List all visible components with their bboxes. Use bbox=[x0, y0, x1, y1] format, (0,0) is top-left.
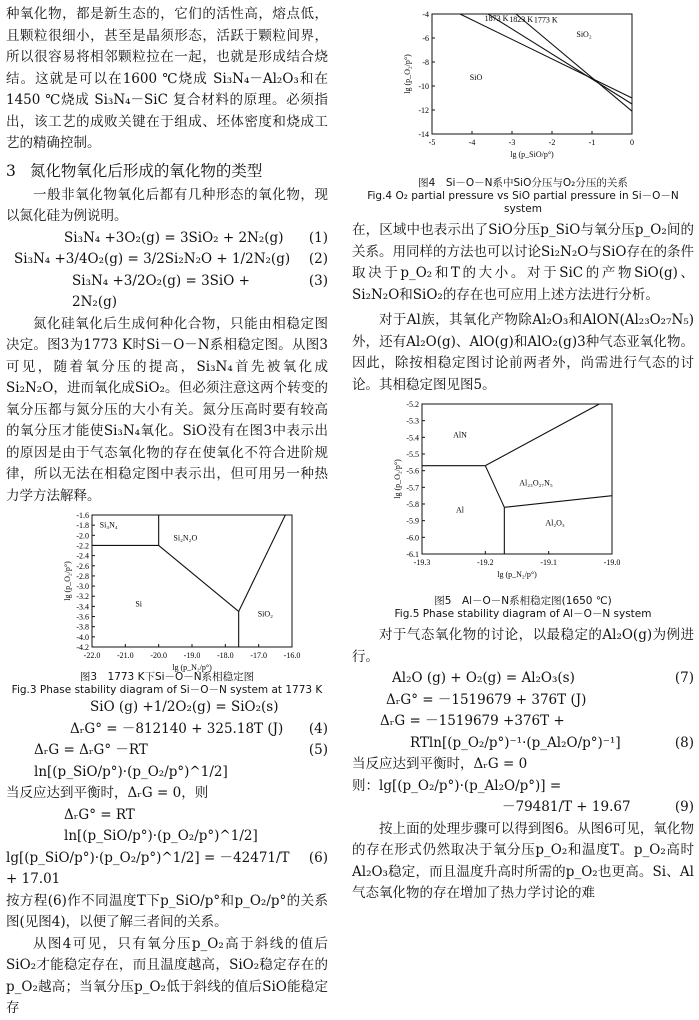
x-tick-label: -20.0 bbox=[150, 651, 168, 660]
section-heading bbox=[6, 159, 328, 183]
equation-7b: ΔᵣG° = －1519679 + 376T (J) bbox=[386, 691, 587, 708]
y-tick-label: -5.2 bbox=[406, 400, 419, 409]
equation-8a: ΔᵣG = －1519679 +376T + bbox=[380, 713, 565, 729]
paragraph-fig6-discussion: 按上面的处理步骤可以得到图6。从图6可见，氧化物的存在形式仍然取决于氧分压p_O₂和温度T。p_O₂高时Al₂O₃稳定，而且温度升高时所需的p_O₂也更高。Si、Al气态氧化物的存在增加了热力学讨论的难 bbox=[352, 820, 694, 901]
figure-4-caption-en: Fig.4 O₂ partial pressure vs SiO partial pressure in Si－O－N system bbox=[367, 190, 679, 215]
equation-1: Si₃N₄ +3O₂(g) = 3SiO₂ + 2N₂(g) (1) bbox=[64, 229, 328, 246]
equation-4b: ΔᵣG° = －812140 + 325.18T (J) (4) bbox=[70, 720, 328, 737]
y-tick-label: -2.4 bbox=[76, 551, 89, 561]
region-label: SiO₂ bbox=[576, 29, 592, 39]
figure-4-caption-cn: 图4 Si－O－N系中SiO分压与O₂分压的关系 bbox=[418, 177, 628, 189]
y-tick-label: -3.0 bbox=[76, 582, 89, 592]
region-label: Al bbox=[456, 505, 464, 515]
y-tick-label: -1.8 bbox=[76, 521, 89, 531]
x-tick-label: -5 bbox=[428, 138, 436, 147]
x-tick-label: -19.3 bbox=[413, 558, 431, 567]
paragraph-sio-continued: 在，区域中也表示出了SiO分压p_SiO与氧分压p_O₂间的关系。用同样的方法也可以讨论Si₂N₂O与SiO存在的条件取决于p_O₂和T的大小。对于SiC的产物SiO(g)、Si₂N₂O和SiO₂的存在也可应用上述方法进行分析。 bbox=[352, 222, 694, 303]
y-tick-label: -5.5 bbox=[406, 450, 419, 459]
paragraph-equilibrium-al: 当反应达到平衡时，ΔᵣG = 0 bbox=[352, 756, 528, 772]
x-tick-label: -3 bbox=[508, 138, 516, 147]
y-tick-label: -3.8 bbox=[76, 622, 89, 632]
paragraph-equilibrium: 当反应达到平衡时，ΔᵣG = 0，则 bbox=[6, 785, 209, 801]
y-axis-label: lg (p_O₂/p°) bbox=[393, 459, 402, 499]
y-tick-label: -6.0 bbox=[406, 533, 419, 543]
y-tick-label: -5.3 bbox=[406, 416, 419, 426]
plot-frame bbox=[422, 404, 612, 554]
paragraph-oxidation-intro: 一般非氧化物氧化后都有几种形态的氧化物，现以氮化硅为例说明。 bbox=[6, 186, 328, 224]
region-label: SiO bbox=[469, 73, 483, 82]
figure-5-caption-en: Fig.5 Phase stability diagram of Al－O－N system bbox=[394, 608, 652, 620]
y-axis-label: lg (p_O₂/p°) bbox=[63, 561, 72, 601]
paragraph-eq6-plot: 按方程(6)作不同温度T下p_SiO/p°和p_O₂/p°的关系图(见图4)，以便了解三者间的关系。 bbox=[6, 892, 328, 930]
equation-9a: 则：lg[(p_O₂/p°)·(p_Al₂O/p°)] = bbox=[352, 777, 562, 794]
phase-boundary bbox=[485, 404, 599, 466]
y-tick-label: -10 bbox=[418, 82, 429, 91]
x-tick-label: -16.0 bbox=[283, 651, 301, 660]
x-tick-label: -19.2 bbox=[476, 558, 494, 567]
x-tick-label: -4 bbox=[468, 138, 476, 147]
y-tick-label: -5.7 bbox=[406, 483, 419, 493]
y-tick-label: -3.6 bbox=[76, 612, 89, 622]
left-column bbox=[6, 4, 328, 1020]
y-tick-label: -1.6 bbox=[76, 511, 89, 520]
paragraph-al-family: 对于Al族，其氧化产物除Al₂O₃和AlON(Al₂₃O₂₇N₅)外，还有Al₂O(g)、AlO(g)和AlO₂(g)3种气态亚氧化物。因此，除按相稳定图讨论前两者外，尚需进行气态的讨论。其相稳定图见图5。 bbox=[352, 312, 694, 393]
x-axis-label: lg (p_SiO/p°) bbox=[510, 150, 554, 159]
x-tick-label: -1 bbox=[588, 138, 596, 147]
series-line bbox=[516, 14, 632, 111]
phase-boundary bbox=[485, 466, 504, 508]
equation-6: lg[(p_SiO/p°)·(p_O₂/p°)^1/2] = －42471/T + 17.01 (6) bbox=[6, 849, 328, 887]
x-tick-label: -22.0 bbox=[83, 651, 101, 660]
y-tick-label: -2.8 bbox=[76, 571, 89, 581]
equation-9b: －79481/T + 19.67 (9) bbox=[502, 799, 694, 815]
y-tick-label: -3.4 bbox=[76, 602, 89, 612]
figure-3-caption-cn: 图3 1773 K下Si－O－N系相稳定图 bbox=[79, 671, 255, 683]
x-tick-label: -18.0 bbox=[216, 651, 234, 660]
y-tick-label: -5.4 bbox=[406, 433, 419, 443]
figure-3-caption-en: Fig.3 Phase stability diagram of Si－O－N system at 1773 K bbox=[11, 684, 323, 696]
series-label: 1823 K bbox=[509, 14, 534, 24]
phase-boundary bbox=[504, 496, 612, 508]
series-line bbox=[460, 14, 632, 98]
equation-2: Si₃N₄ +3/4O₂(g) = 3/2Si₂N₂O + 1/2N₂(g) (2) bbox=[14, 251, 328, 267]
x-tick-label: -19.0 bbox=[183, 651, 201, 660]
figure-4 bbox=[372, 4, 694, 176]
y-tick-label: -6.1 bbox=[406, 550, 419, 559]
series-label: 1773 K bbox=[533, 15, 558, 25]
equation-5b: ΔᵣG° = RT ln[(p_SiO/p°)·(p_O₂/p°)^1/2] bbox=[64, 806, 258, 844]
figure-5-plot bbox=[382, 398, 642, 590]
y-tick-label: -5.8 bbox=[406, 500, 419, 509]
y-tick-label: -3.2 bbox=[76, 592, 89, 602]
y-tick-label: -5.9 bbox=[406, 516, 419, 526]
right-column bbox=[352, 4, 694, 905]
region-label: Al₂₃O₂₇N₅ bbox=[519, 478, 553, 488]
section-number: 3 bbox=[6, 161, 16, 180]
region-label: Si₃N₄ bbox=[99, 520, 118, 530]
y-axis-label: lg (p_O₂/p°) bbox=[403, 54, 412, 94]
series-line bbox=[488, 14, 632, 104]
equation-7a: Al₂O (g) + O₂(g) = Al₂O₃(s) (7) bbox=[392, 670, 694, 686]
y-tick-label: -2.0 bbox=[76, 531, 89, 541]
region-label: Al₂O₃ bbox=[545, 518, 565, 528]
x-tick-label: -19.0 bbox=[603, 558, 621, 567]
figure-3 bbox=[6, 511, 328, 697]
phase-boundary bbox=[239, 515, 286, 611]
y-tick-label: -6 bbox=[422, 34, 429, 43]
y-tick-label: -4.2 bbox=[76, 643, 89, 652]
figure-4-plot bbox=[372, 4, 672, 172]
series-label: 1873 K bbox=[484, 14, 509, 24]
region-label: Si₂N₂O bbox=[173, 533, 198, 543]
paragraph-fig4-discussion: 从图4可见，只有氧分压p_O₂高于斜线的值后SiO₂才能稳定存在，而且温度越高，SiO₂稳定存在的p_O₂越高；当氧分压p_O₂低于斜线的值后SiO能稳定存 bbox=[6, 935, 328, 1016]
equation-5: ΔᵣG = ΔᵣG° －RT ln[(p_SiO/p°)·(p_O₂/p°)^1/2] (5) bbox=[34, 742, 328, 780]
y-tick-label: -14 bbox=[418, 130, 429, 139]
figure-3-plot bbox=[6, 511, 328, 672]
figure-5-caption-cn: 图5 Al－O－N系相稳定图(1650 ℃) bbox=[434, 595, 612, 607]
x-tick-label: -19.1 bbox=[540, 558, 558, 567]
y-tick-label: -2.2 bbox=[76, 541, 89, 551]
y-tick-label: -4.0 bbox=[76, 632, 89, 642]
equation-8b: RTln[(p_O₂/p°)⁻¹·(p_Al₂O/p°)⁻¹] (8) bbox=[410, 734, 694, 751]
region-label: SiO₂ bbox=[257, 609, 273, 619]
x-tick-label: -17.0 bbox=[250, 651, 268, 660]
plot-frame bbox=[432, 14, 632, 134]
equation-4a: SiO (g) +1/2O₂(g) = SiO₂(s) bbox=[90, 699, 279, 715]
y-tick-label: -5.6 bbox=[406, 466, 419, 476]
x-tick-label: 0 bbox=[630, 138, 634, 147]
phase-boundary bbox=[159, 545, 239, 611]
y-tick-label: -2.6 bbox=[76, 561, 89, 571]
x-tick-label: -2 bbox=[548, 138, 556, 147]
figure-5 bbox=[382, 398, 694, 594]
x-axis-label: lg (p_N₂/p°) bbox=[172, 663, 212, 672]
paragraph-fig3-discussion: 氮化硅氧化后生成何种化合物，只能由相稳定图决定。图3为1773 K时Si－O－N系相稳定图。从图3可见，随着氧分压的提高，Si₃N₄首先被氧化成Si₂N₂O，进而氧化成SiO₂。但必须注意这两个转变的氧分压都与氮分压的大小有关。氮分压高时要有较高的氧分压才能使Si₃N₄氧化。SiO没有在图3中表示出的原因是由于气态氧化物的存在使氧化不符合进阶规律，所以无法在相稳定图中表示出，但可用另一种热力学方法解释。 bbox=[6, 315, 328, 504]
section-title: 氮化物氧化后形成的氧化物的类型 bbox=[29, 161, 263, 180]
y-tick-label: -12 bbox=[418, 106, 429, 115]
y-tick-label: -4 bbox=[422, 10, 429, 19]
x-tick-label: -21.0 bbox=[116, 651, 134, 660]
region-label: Si bbox=[135, 599, 143, 609]
region-label: AlN bbox=[453, 430, 467, 440]
equation-3: Si₃N₄ +3/2O₂(g) = 3SiO + 2N₂(g) (3) bbox=[72, 272, 328, 310]
intro-paragraph: 种氧化物，都是新生态的，它们的活性高，熔点低，且颗粒很细小，甚至是晶须形态，活跃于颗粒间界，所以很容易将相邻颗粒拉在一起，也就是形成结合烧结。这就是可以在1600 ℃烧成 Si₃N₄－Al₂O₃和在1450 ℃烧成 Si₃N₄－SiC 复合材料的原理。必须指出，该工艺的成败关键在于组成、坯体密度和烧成工艺的精确控制。 bbox=[6, 6, 328, 151]
paragraph-gas-oxide: 对于气态氧化物的讨论，以最稳定的Al₂O(g)为例进行。 bbox=[352, 627, 694, 665]
x-axis-label: lg (p_N₂/p°) bbox=[497, 570, 537, 579]
y-tick-label: -8 bbox=[422, 58, 429, 67]
